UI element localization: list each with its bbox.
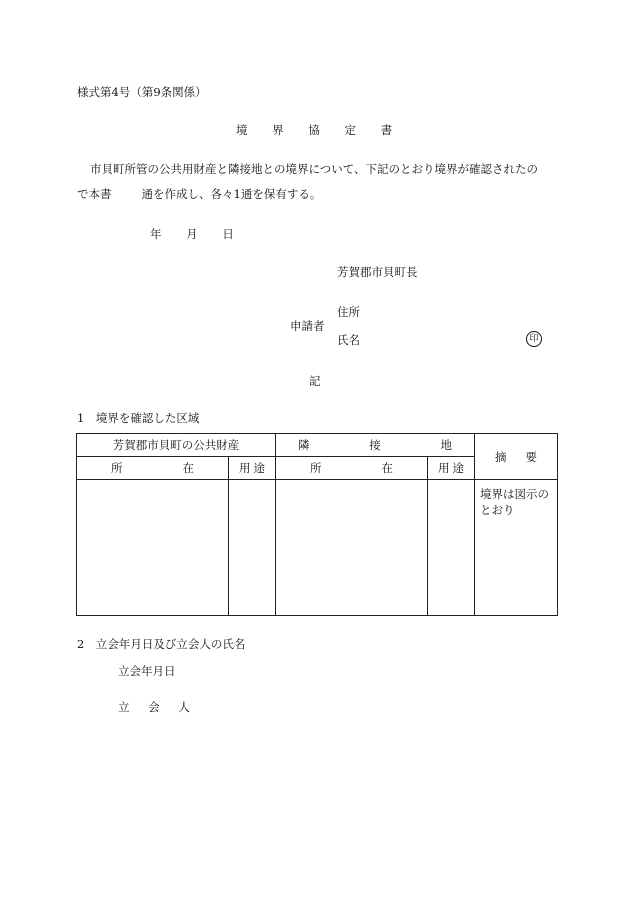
use-header-adjacent — [428, 457, 475, 480]
title-char: 協 — [308, 123, 320, 137]
title-char: 界 — [272, 123, 284, 137]
witness-char: 人 — [178, 700, 190, 714]
date-day: 日 — [222, 227, 234, 241]
title-char: 定 — [344, 123, 356, 137]
adjacent-land-header — [276, 434, 475, 457]
witness-date-label: 立会年月日 — [118, 664, 176, 678]
applicant-label: 申請者 — [290, 319, 325, 333]
paragraph-line-2 — [77, 187, 321, 201]
header-char: 在 — [381, 461, 393, 475]
witness-char: 立 — [118, 700, 130, 714]
public-use-cell — [229, 480, 276, 616]
header-char: 途 — [253, 461, 265, 475]
public-property-header: 芳賀郡市貝町の公共財産 — [77, 434, 276, 457]
ki-heading: 記 — [309, 374, 321, 388]
location-header-adjacent — [276, 457, 428, 480]
paragraph-line-2-end: 通を作成し、各々1通を保有する。 — [141, 187, 322, 201]
header-char: 用 — [438, 461, 450, 475]
header-char: 途 — [452, 461, 464, 475]
use-header — [229, 457, 276, 480]
adjacent-location-cell — [276, 480, 428, 616]
date-month: 月 — [186, 227, 198, 241]
adjacent-use-cell — [428, 480, 475, 616]
header-char: 摘 — [495, 449, 507, 464]
boundary-table — [76, 433, 558, 616]
address-label: 住所 — [337, 305, 360, 319]
name-label: 氏名 — [337, 333, 360, 347]
title-char: 境 — [236, 123, 248, 137]
header-char: 接 — [369, 438, 381, 452]
public-location-cell — [77, 480, 229, 616]
title-char: 書 — [380, 123, 393, 137]
witness-char: 会 — [148, 700, 160, 714]
header-char: 用 — [239, 461, 251, 475]
mayor-title: 芳賀郡市貝町長 — [337, 265, 418, 279]
header-char: 地 — [440, 438, 452, 452]
witness-label — [118, 700, 205, 714]
seal-mark: 印 — [526, 331, 542, 347]
remarks-header — [475, 434, 558, 480]
date-line — [150, 227, 255, 241]
header-char: 所 — [310, 461, 322, 475]
section-1-heading: 1 境界を確認した区域 — [77, 411, 200, 425]
date-year: 年 — [150, 227, 162, 241]
remarks-cell: 境界は図示のとおり — [475, 480, 558, 616]
form-number: 様式第4号（第9条関係） — [77, 85, 207, 99]
header-char: 在 — [182, 461, 194, 475]
header-char: 所 — [111, 461, 123, 475]
paragraph-line-1: 市貝町所管の公共用財産と隣接地との境界について、下記のとおり境界が確認されたの — [90, 162, 539, 176]
section-2-heading: 2 立会年月日及び立会人の氏名 — [77, 637, 246, 651]
header-char: 隣 — [298, 438, 310, 452]
document-title — [236, 123, 392, 137]
header-char: 要 — [525, 449, 537, 464]
paragraph-line-2-start: で本書 — [77, 187, 112, 201]
location-header — [77, 457, 229, 480]
